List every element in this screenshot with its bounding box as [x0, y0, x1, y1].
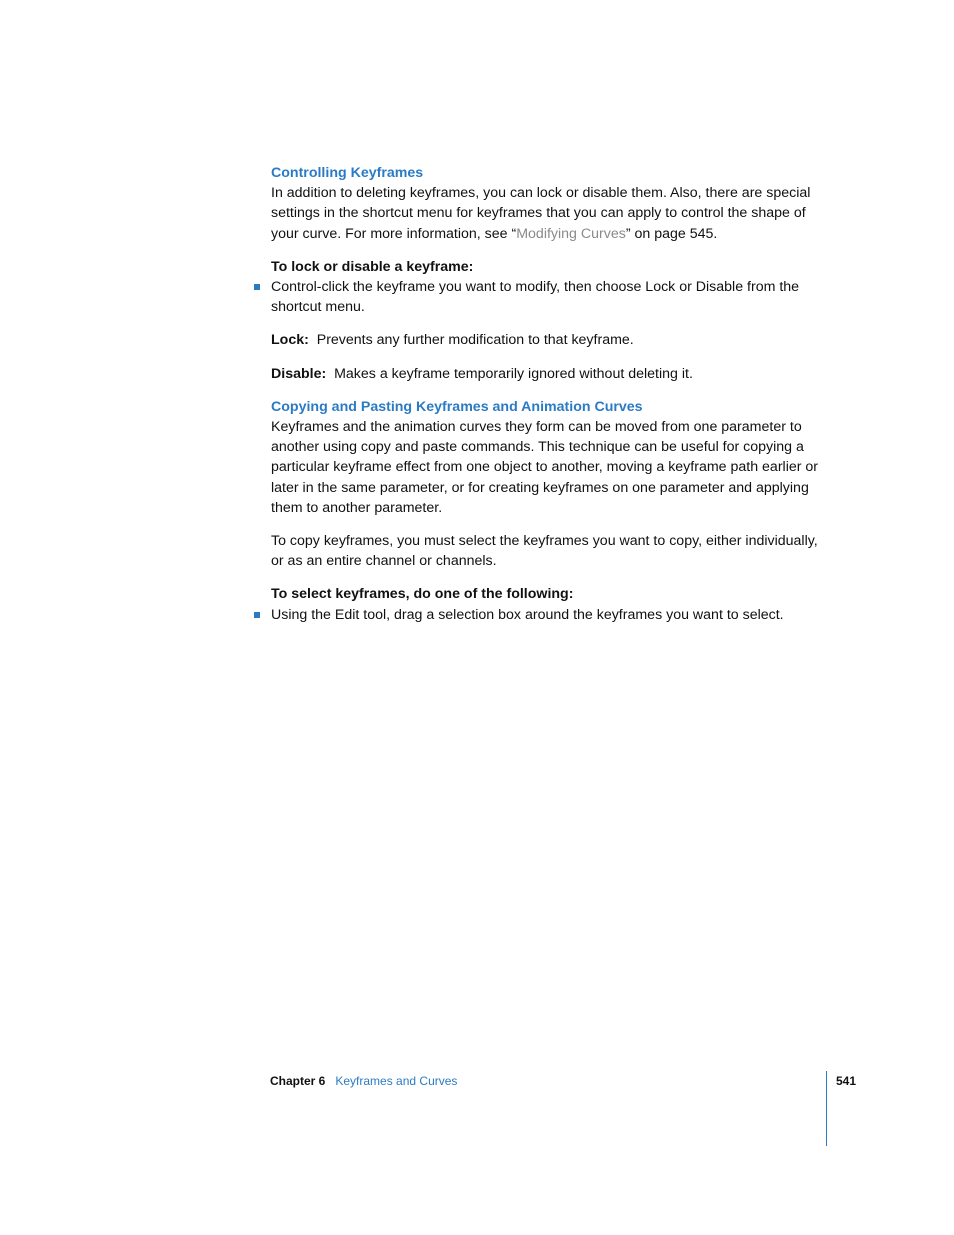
lock-term: Lock: — [271, 332, 309, 349]
bullet-icon — [254, 284, 260, 290]
bullet-icon — [254, 612, 260, 618]
intro-text-end: ” on page 545. — [625, 225, 718, 242]
copy-paragraph-1: Keyframes and the animation curves they form can be moved from one parameter to another using copy and paste commands. This technique can be useful for copying a particular keyframe effect from one object to another, moving a keyframe path earlier or later in the same parameter, or for creating keyframes on one parameter and applying them to another parameter. — [271, 419, 819, 516]
disable-term: Disable: — [271, 365, 327, 382]
modifying-curves-link[interactable]: Modifying Curves — [516, 225, 626, 242]
page-number: 541 — [836, 1074, 857, 1088]
disable-description: Makes a keyframe temporarily ignored without deleting it. — [334, 365, 693, 382]
task-heading-select-keyframes: To select keyframes, do one of the following: — [271, 586, 574, 603]
page-content — [271, 163, 831, 625]
bullet-item — [271, 277, 831, 317]
disable-definition — [271, 364, 831, 384]
page-footer — [270, 1073, 457, 1089]
intro-text: In addition to deleting keyframes, you can lock or disable them. Also, there are special settings in the shortcut menu for keyframes that you can apply to control the shape of your curve. For more information, see “ — [271, 185, 811, 242]
bullet-text: Control-click the keyframe you want to modify, then choose Lock or Disable from the shortcut menu. — [271, 279, 800, 316]
chapter-label: Chapter 6 — [270, 1074, 326, 1088]
task-heading-lock-disable: To lock or disable a keyframe: — [271, 258, 474, 275]
lock-definition — [271, 330, 831, 350]
bullet-item — [271, 605, 831, 625]
intro-paragraph — [271, 183, 831, 244]
lock-description: Prevents any further modification to that keyframe. — [316, 332, 634, 349]
copy-paragraph-2: To copy keyframes, you must select the keyframes you want to copy, either individually, or as an entire channel or channels. — [271, 533, 818, 570]
section-heading-copying-pasting: Copying and Pasting Keyframes and Animation Curves — [271, 398, 643, 415]
bullet-text: Using the Edit tool, drag a selection box around the keyframes you want to select. — [271, 606, 784, 623]
footer-divider — [826, 1071, 827, 1146]
chapter-title: Keyframes and Curves — [335, 1074, 458, 1088]
section-heading-controlling-keyframes: Controlling Keyframes — [271, 165, 424, 181]
